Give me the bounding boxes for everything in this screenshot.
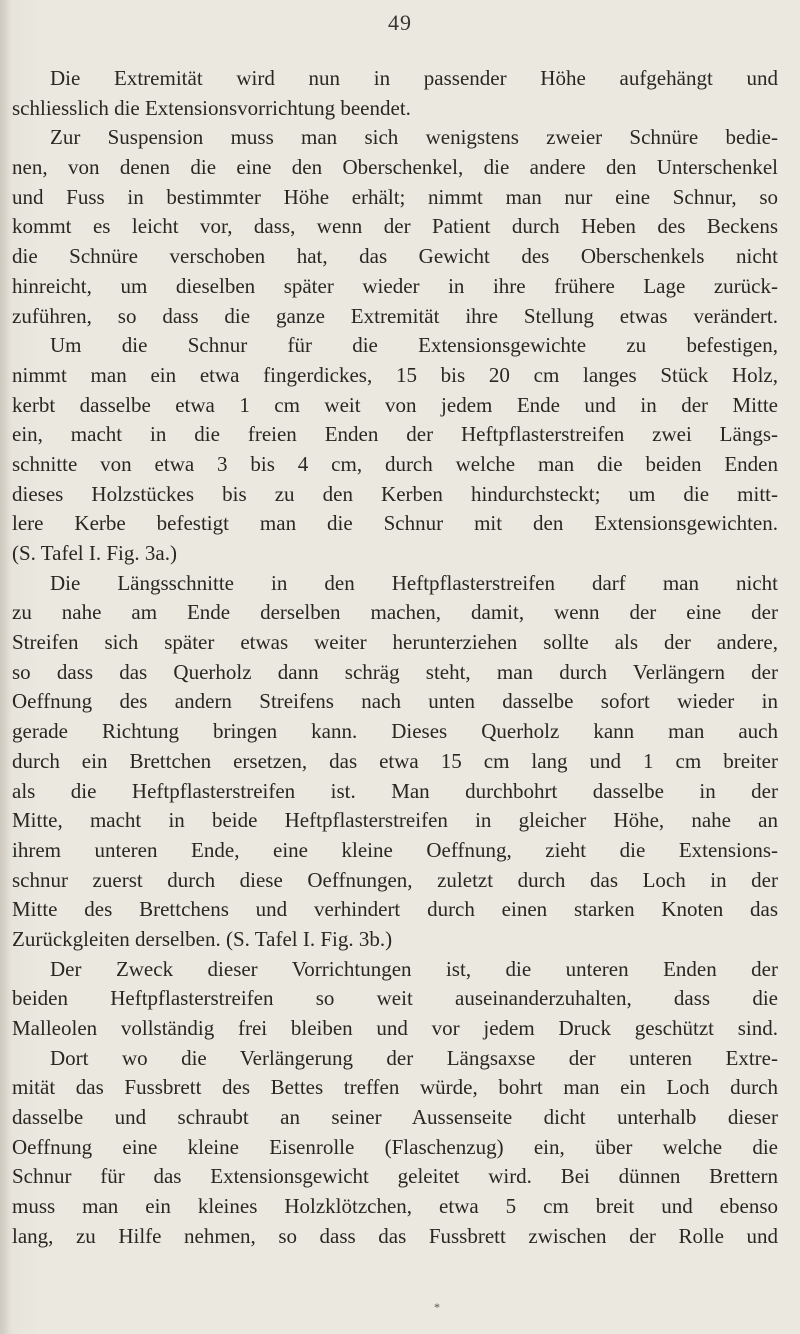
text-line: schnur zuerst durch diese Oeffnungen, zuletzt durch das Loch in der bbox=[12, 867, 778, 892]
body-text bbox=[12, 64, 778, 1252]
page-number: 49 bbox=[388, 10, 412, 35]
text-line: ein, macht in die freien Enden der Heftpflasterstreifen zwei Längs- bbox=[12, 422, 778, 447]
text-line: zuführen, so dass die ganze Extremität ihre Stellung etwas verändert. bbox=[12, 303, 778, 328]
text-line: kerbt dasselbe etwa 1 cm weit von jedem Ende und in der Mitte bbox=[12, 392, 778, 417]
text-line: dieses Holzstückes bis zu den Kerben hindurchsteckt; um die mitt- bbox=[12, 481, 778, 506]
text-line: Zurückgleiten derselben. (S. Tafel I. Fig. 3b.) bbox=[12, 926, 393, 951]
text-line: so dass das Querholz dann schräg steht, man durch Verlängern der bbox=[12, 659, 778, 684]
text-line: mität das Fussbrett des Bettes treffen würde, bohrt man ein Loch durch bbox=[12, 1075, 778, 1100]
text-line: dasselbe und schraubt an seiner Aussenseite dicht unterhalb dieser bbox=[12, 1105, 778, 1130]
text-line: muss man ein kleines Holzklötzchen, etwa 5 cm breit und ebenso bbox=[12, 1194, 778, 1219]
text-line: beiden Heftpflasterstreifen so weit auseinanderzuhalten, dass die bbox=[12, 986, 778, 1011]
text-line: (S. Tafel I. Fig. 3a.) bbox=[12, 541, 177, 565]
text-line: Streifen sich später etwas weiter herunterziehen sollte als der andere, bbox=[12, 630, 778, 655]
text-line: Die Extremität wird nun in passender Höhe aufgehängt und bbox=[50, 66, 778, 90]
text-line: Zur Suspension muss man sich wenigstens zweier Schnüre bedie- bbox=[50, 125, 778, 150]
text-line: nimmt man ein etwa fingerdickes, 15 bis 20 cm langes Stück Holz, bbox=[12, 362, 778, 387]
text-line: die Schnüre verschoben hat, das Gewicht des Oberschenkels nicht bbox=[12, 244, 778, 269]
text-line: lang, zu Hilfe nehmen, so dass das Fussbrett zwischen der Rolle und bbox=[12, 1223, 778, 1248]
text-line: und Fuss in bestimmter Höhe erhält; nimmt man nur eine Schnur, so bbox=[12, 184, 778, 209]
text-line: schliesslich die Extensionsvorrichtung beendet. bbox=[12, 95, 411, 120]
text-line: Der Zweck dieser Vorrichtungen ist, die unteren Enden der bbox=[50, 956, 778, 981]
text-line: Oeffnung eine kleine Eisenrolle (Flaschenzug) ein, über welche die bbox=[12, 1134, 778, 1159]
text-line: nen, von denen die eine den Oberschenkel, die andere den Unterschenkel bbox=[12, 155, 778, 180]
text-line: zu nahe am Ende derselben machen, damit, wenn der eine der bbox=[12, 600, 778, 625]
page-gutter-shadow bbox=[0, 0, 10, 1334]
text-line: Mitte des Brettchens und verhindert durch einen starken Knoten das bbox=[12, 897, 778, 922]
text-line: Oeffnung des andern Streifens nach unten dasselbe sofort wieder in bbox=[12, 689, 778, 714]
text-line: Schnur für das Extensionsgewicht geleitet wird. Bei dünnen Brettern bbox=[12, 1164, 778, 1189]
text-line: Malleolen vollständig frei bleiben und vor jedem Druck geschützt sind. bbox=[12, 1016, 778, 1040]
text-line: hinreicht, um dieselben später wieder in ihre frühere Lage zurück- bbox=[12, 273, 778, 298]
footer-mark: * bbox=[434, 1300, 440, 1314]
text-line: ihrem unteren Ende, eine kleine Oeffnung, zieht die Extensions- bbox=[12, 837, 778, 862]
text-line: gerade Richtung bringen kann. Dieses Querholz kann man auch bbox=[12, 719, 778, 744]
text-line: schnitte von etwa 3 bis 4 cm, durch welche man die beiden Enden bbox=[12, 451, 778, 476]
text-line: Die Längsschnitte in den Heftpflasterstreifen darf man nicht bbox=[50, 570, 778, 595]
text-line: Dort wo die Verlängerung der Längsaxse der unteren Extre- bbox=[50, 1045, 778, 1070]
text-line: Mitte, macht in beide Heftpflasterstreifen in gleicher Höhe, nahe an bbox=[12, 808, 778, 833]
text-line: als die Heftpflasterstreifen ist. Man durchbohrt dasselbe in der bbox=[12, 778, 778, 803]
text-line: Um die Schnur für die Extensionsgewichte zu befestigen, bbox=[50, 333, 778, 358]
text-line: durch ein Brettchen ersetzen, das etwa 15 cm lang und 1 cm breiter bbox=[12, 748, 778, 773]
text-line: kommt es leicht vor, dass, wenn der Patient durch Heben des Beckens bbox=[12, 214, 778, 239]
text-line: lere Kerbe befestigt man die Schnur mit den Extensionsgewichten. bbox=[12, 511, 778, 536]
